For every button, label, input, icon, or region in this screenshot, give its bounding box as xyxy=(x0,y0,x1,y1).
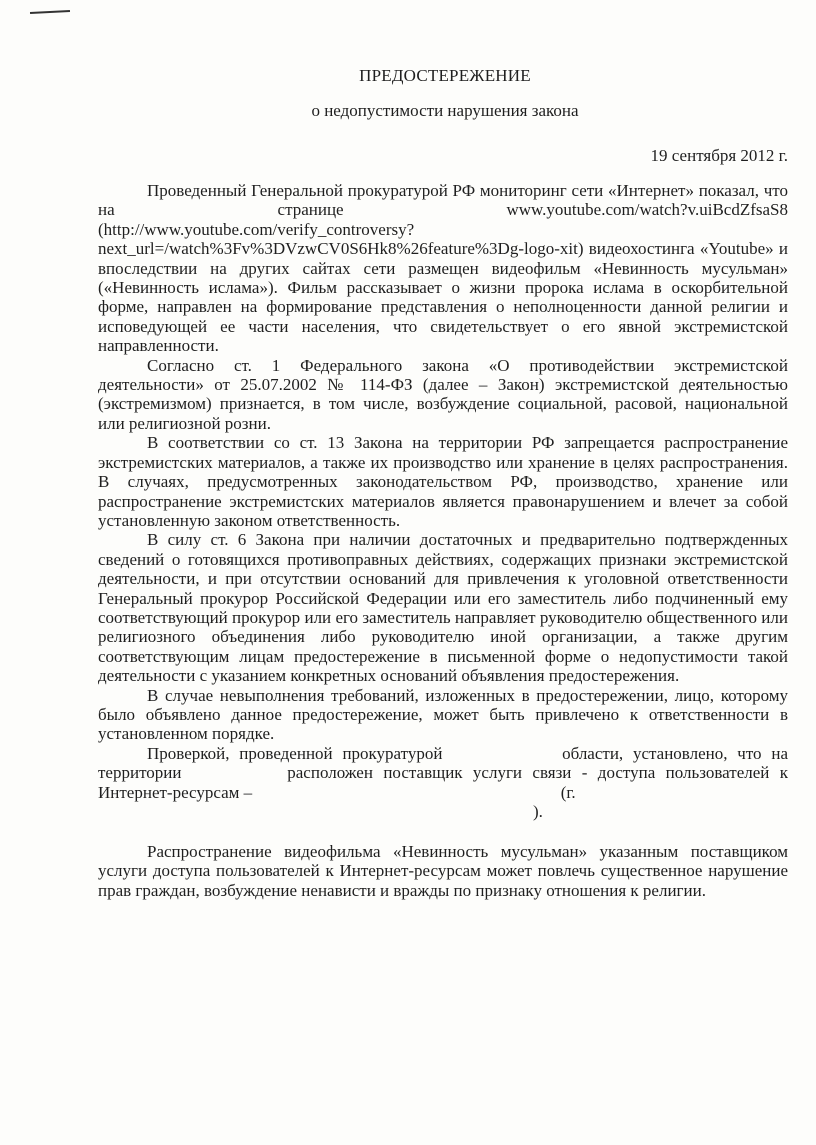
document-title: ПРЕДОСТЕРЕЖЕНИЕ xyxy=(359,66,531,85)
paragraph-law-article-1: Согласно ст. 1 Федерального закона «О противодействии экстремистской деятельности» от 25.07.2002 № 114-ФЗ (далее – Закон) экстремистской деятельностью (экстремизмом) признается, в том числе, возбуждение социальной, расовой, национальной или религиозной розни. xyxy=(98,355,788,433)
paragraph-check xyxy=(98,744,788,821)
scan-mark xyxy=(30,10,70,14)
paragraph-liability: В случае невыполнения требований, изложенных в предостережении, лицо, которому было объявлено данное предостережение, может быть привлечено к ответственности в установленном порядке. xyxy=(98,685,788,744)
document-body xyxy=(98,181,788,900)
check-text-2: области, установлено, что на территории xyxy=(98,743,788,783)
paragraph-final: Распространение видеофильма «Невинность мусульман» указанным поставщиком услуги доступа пользователей к Интернет-ресурсам может повлечь существенное нарушение прав граждан, возбуждение ненависти и вражды по признаку отношения к религии. xyxy=(98,842,788,900)
paragraph-law-article-13: В соответствии со ст. 13 Закона на территории РФ запрещается распространение экстремистских материалов, а также их производство или хранение в целях распространения. В случаях, предусмотренных законодательством РФ, производство, хранение или распространение экстремистских материалов является правонарушением и влечет за собой установленную законом ответственность. xyxy=(98,433,788,530)
paragraph-monitoring: Проведенный Генеральной прокуратурой РФ мониторинг сети «Интернет» показал, что на странице www.youtube.com/watch?v.uiBcdZfsaS8 (http://www.youtube.com/verify_controversy?next_url=/watch%3Fv%3DVzwCV0S6Hk8%26feature%3Dg-logo-xit) видеохостинга «Youtube» и впоследствии на других сайтах сети размещен видеофильм «Невинность мусульман» («Невинность ислама»). Фильм рассказывает о жизни пророка ислама в оскорбительной форме, направлен на формирование представления о неполноценности данной религии и исповедующей ее части населения, что свидетельствует о его явной экстремистской направленности. xyxy=(98,181,788,356)
check-text-1: Проверкой, проведенной прокуратурой xyxy=(147,743,443,763)
paragraph-law-article-6: В силу ст. 6 Закона при наличии достаточных и предварительно подтвержденных сведений о готовящихся противоправных действиях, содержащих признаки экстремистской деятельности, и при отсутствии оснований для привлечения к уголовной ответственности Генеральный прокурор Российской Федерации или его заместитель либо подчиненный ему соответствующий прокурор или его заместитель направляет руководителю общественного или религиозного объединения либо руководителю иной организации, а также другим соответствующим лицам предостережение в письменной форме о недопустимости такой деятельности с указанием конкретных оснований объявления предостережения. xyxy=(98,530,788,686)
check-text-5: ). xyxy=(533,802,543,821)
document-date: 19 сентября 2012 г. xyxy=(650,146,788,165)
redacted-address-line xyxy=(98,802,788,821)
check-text-4: (г. xyxy=(560,782,576,802)
document-subtitle: о недопустимости нарушения закона xyxy=(311,101,579,120)
check-text-3: расположен поставщик услуги связи - доступа пользователей к Интернет-ресурсам – xyxy=(98,763,789,802)
